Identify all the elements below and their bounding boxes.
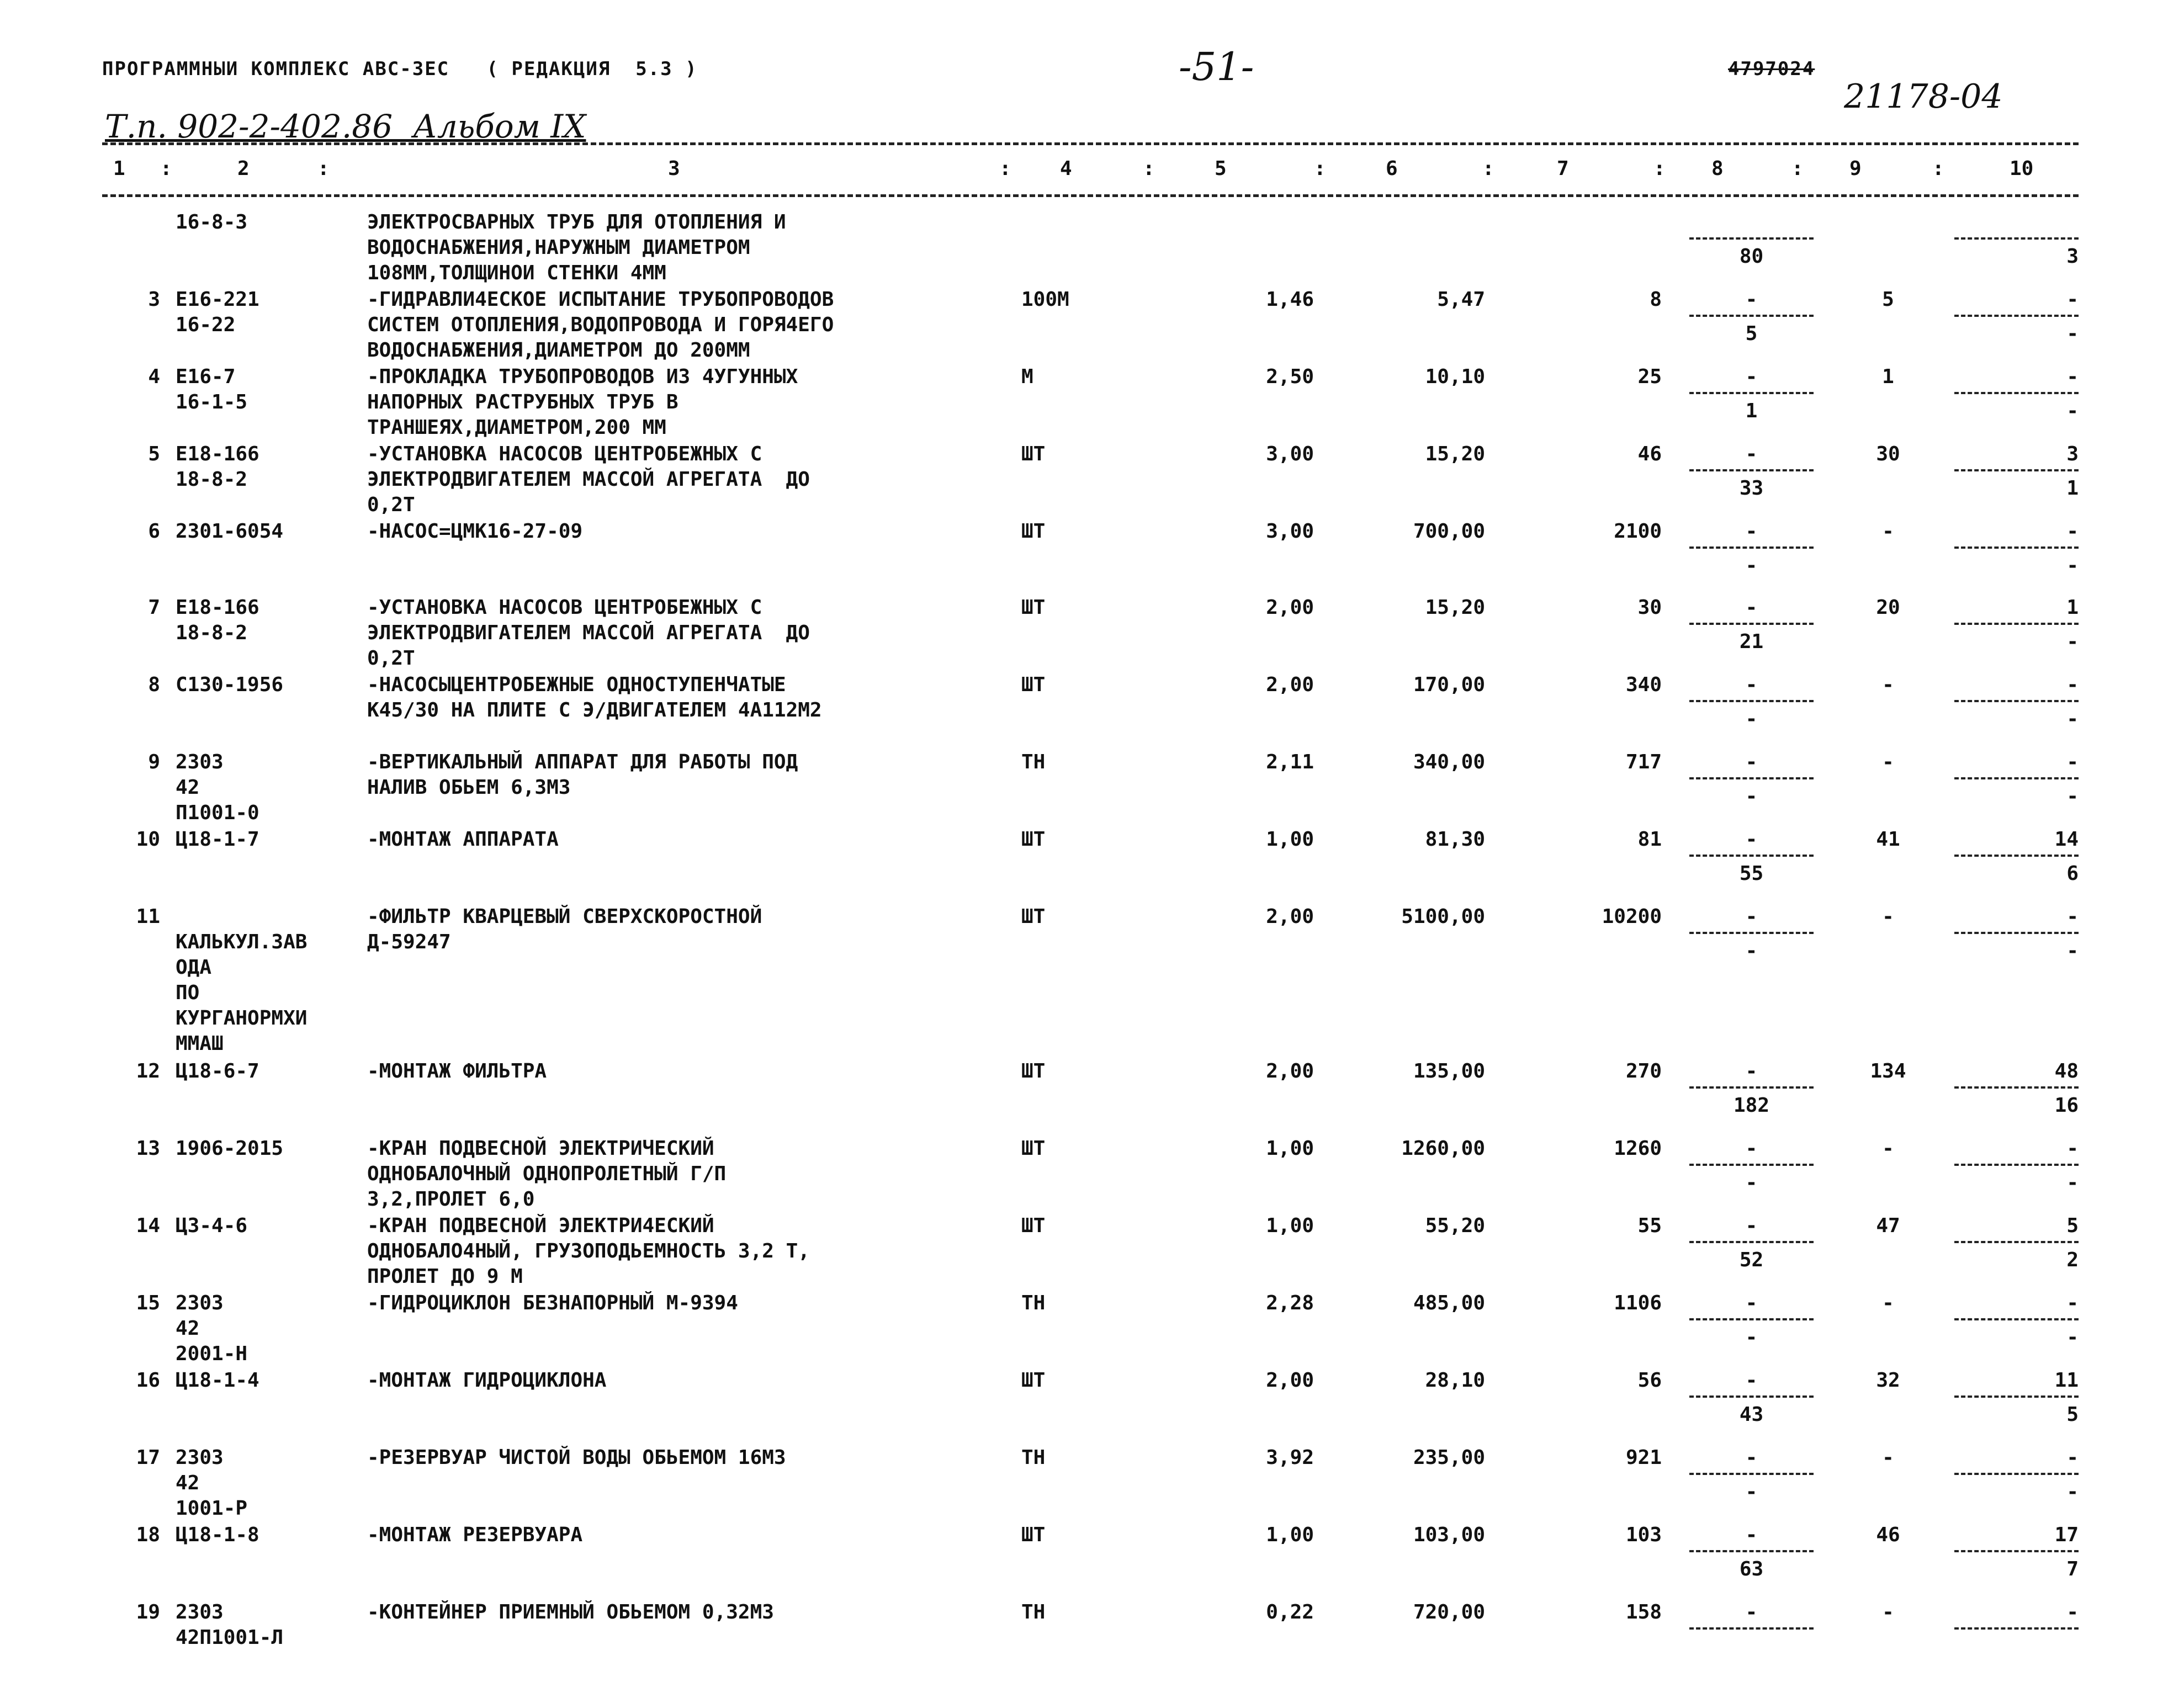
total-cost: 717 bbox=[1625, 751, 1662, 773]
col9-value: 46 bbox=[1876, 1524, 1900, 1546]
col8-sub-value: - bbox=[1745, 554, 1758, 577]
unit-of-measure: ШТ bbox=[1021, 1214, 1046, 1237]
col8-divider bbox=[1689, 237, 1814, 240]
header-rule-top bbox=[102, 142, 2079, 145]
quantity: 1,00 bbox=[1266, 828, 1314, 851]
col8-value: - bbox=[1745, 596, 1758, 619]
col10-value: - bbox=[2066, 673, 2079, 696]
total-cost: 46 bbox=[1637, 443, 1662, 465]
col10-value: - bbox=[2066, 288, 2079, 311]
col10-value: - bbox=[2066, 1601, 2079, 1623]
col10-value: - bbox=[2066, 1446, 2079, 1469]
total-cost: 10200 bbox=[1602, 905, 1662, 928]
col9-value: 1 bbox=[1882, 365, 1894, 388]
unit-of-measure: ТН bbox=[1021, 1292, 1046, 1314]
row-number: 16 bbox=[136, 1369, 160, 1392]
resource-code: 2303 42П1001-Л bbox=[176, 1601, 284, 1649]
resource-code: 2303 42 1001-Р bbox=[176, 1446, 248, 1520]
col10-divider bbox=[1954, 623, 2079, 625]
col10-divider bbox=[1954, 315, 2079, 317]
col10-value: - bbox=[2066, 751, 2079, 773]
total-cost: 921 bbox=[1625, 1446, 1662, 1469]
col8-sub-value: 21 bbox=[1739, 630, 1764, 653]
col10-value: 1 bbox=[2066, 596, 2079, 619]
col8-sub-value: - bbox=[1745, 940, 1758, 962]
col10-value: - bbox=[2066, 520, 2079, 543]
col8-sub-value: 55 bbox=[1739, 862, 1764, 885]
work-description: -МОНТАЖ АППАРАТА bbox=[367, 828, 559, 851]
col9-value: 134 bbox=[1870, 1060, 1906, 1083]
total-cost: 340 bbox=[1625, 673, 1662, 696]
col-6: 6 bbox=[1386, 157, 1398, 180]
col-sep: : bbox=[160, 157, 172, 180]
col10-divider bbox=[1954, 1550, 2079, 1552]
col8-value: - bbox=[1745, 905, 1758, 928]
unit-of-measure: ТН bbox=[1021, 751, 1046, 773]
col8-divider bbox=[1689, 623, 1814, 625]
col9-value: 5 bbox=[1882, 288, 1894, 311]
col8-sub-value: 80 bbox=[1739, 245, 1764, 268]
col8-value: - bbox=[1745, 1292, 1758, 1314]
col10-sub-value: 1 bbox=[2066, 477, 2079, 500]
total-cost: 2100 bbox=[1614, 520, 1662, 543]
col9-value: - bbox=[1882, 1446, 1894, 1469]
col9-value: 20 bbox=[1876, 596, 1900, 619]
col-3: 3 bbox=[668, 157, 680, 180]
work-description: -ГИДРОЦИКЛОН БЕЗНАПОРНЫЙ М-9394 bbox=[367, 1292, 738, 1314]
col-9: 9 bbox=[1849, 157, 1862, 180]
col10-sub-value: 3 bbox=[2066, 245, 2079, 268]
unit-price: 720,00 bbox=[1413, 1601, 1485, 1623]
unit-of-measure: ШТ bbox=[1021, 1524, 1046, 1546]
col8-sub-value: 1 bbox=[1745, 400, 1758, 422]
col8-divider bbox=[1689, 1550, 1814, 1552]
work-description: -ВЕРТИКАЛЬНЫЙ АППАРАТ ДЛЯ РАБОТЫ ПОД НАЛИВ ОБЬЕМ 6,3М3 bbox=[367, 751, 798, 799]
col10-value: 14 bbox=[2054, 828, 2079, 851]
col8-sub-value: - bbox=[1745, 785, 1758, 808]
resource-code: Ц3-4-6 bbox=[176, 1214, 248, 1237]
col8-divider bbox=[1689, 1473, 1814, 1475]
col10-value: 3 bbox=[2066, 443, 2079, 465]
col8-value: - bbox=[1745, 288, 1758, 311]
col10-sub-value: - bbox=[2066, 1326, 2079, 1349]
total-cost: 1260 bbox=[1614, 1137, 1662, 1160]
unit-price: 170,00 bbox=[1413, 673, 1485, 696]
album-title: Т.п. 902-2-402.86 Альбом IX bbox=[105, 108, 586, 145]
unit-price: 1260,00 bbox=[1401, 1137, 1485, 1160]
unit-of-measure: ШТ bbox=[1021, 1060, 1046, 1083]
row-number: 9 bbox=[148, 751, 160, 773]
unit-of-measure: ШТ bbox=[1021, 828, 1046, 851]
col10-divider bbox=[1954, 932, 2079, 934]
col10-divider bbox=[1954, 855, 2079, 857]
col8-sub-value: 43 bbox=[1739, 1403, 1764, 1426]
resource-code: Ц18-1-4 bbox=[176, 1369, 259, 1392]
col8-divider bbox=[1689, 315, 1814, 317]
work-description: -КОНТЕЙНЕР ПРИЕМНЫЙ ОБЬЕМОМ 0,32М3 bbox=[367, 1601, 774, 1623]
col8-sub-value: 182 bbox=[1733, 1094, 1770, 1117]
total-cost: 1106 bbox=[1614, 1292, 1662, 1314]
col8-value: - bbox=[1745, 365, 1758, 388]
col8-value: - bbox=[1745, 520, 1758, 543]
total-cost: 103 bbox=[1625, 1524, 1662, 1546]
col-sep: : bbox=[1932, 157, 1944, 180]
row-number: 14 bbox=[136, 1214, 160, 1237]
row-number: 8 bbox=[148, 673, 160, 696]
row-number: 15 bbox=[136, 1292, 160, 1314]
unit-of-measure: ШТ bbox=[1021, 520, 1046, 543]
col9-value: - bbox=[1882, 1601, 1894, 1623]
resource-code: Ц18-1-7 bbox=[176, 828, 259, 851]
col8-divider bbox=[1689, 932, 1814, 934]
resource-code: Е16-221 16-22 bbox=[176, 288, 259, 336]
col-sep: : bbox=[1653, 157, 1666, 180]
quantity: 2,00 bbox=[1266, 1060, 1314, 1083]
unit-price: 15,20 bbox=[1425, 443, 1485, 465]
quantity: 3,00 bbox=[1266, 443, 1314, 465]
col9-value: - bbox=[1882, 1137, 1894, 1160]
col10-divider bbox=[1954, 1627, 2079, 1630]
col10-sub-value: - bbox=[2066, 785, 2079, 808]
quantity: 3,92 bbox=[1266, 1446, 1314, 1469]
col10-value: - bbox=[2066, 1137, 2079, 1160]
col-7: 7 bbox=[1557, 157, 1569, 180]
total-cost: 30 bbox=[1637, 596, 1662, 619]
program-title: ПРОГРАММНЫИ КОМПЛЕКС АВС-ЗЕС ( РЕДАКЦИЯ 5.3 ) bbox=[102, 58, 698, 80]
col8-divider bbox=[1689, 855, 1814, 857]
unit-price: 55,20 bbox=[1425, 1214, 1485, 1237]
col10-sub-value: 16 bbox=[2054, 1094, 2079, 1117]
unit-of-measure: ШТ bbox=[1021, 1137, 1046, 1160]
total-cost: 25 bbox=[1637, 365, 1662, 388]
unit-of-measure: 100М bbox=[1021, 288, 1069, 311]
document-code: 4797024 bbox=[1728, 58, 1815, 80]
col8-divider bbox=[1689, 1318, 1814, 1320]
resource-code: Е18-166 18-8-2 bbox=[176, 596, 259, 644]
col10-value: 17 bbox=[2054, 1524, 2079, 1546]
work-description: -НАСОСЫЦЕНТРОБЕЖНЫЕ ОДНОСТУПЕНЧАТЫЕ К45/30 НА ПЛИТЕ С Э/ДВИГАТЕЛЕМ 4А112М2 bbox=[367, 673, 822, 721]
unit-price: 103,00 bbox=[1413, 1524, 1485, 1546]
col8-sub-value: 5 bbox=[1745, 322, 1758, 345]
col8-value: - bbox=[1745, 1369, 1758, 1392]
work-description: -НАСОС=ЦМК16-27-09 bbox=[367, 520, 583, 543]
col10-sub-value: 5 bbox=[2066, 1403, 2079, 1426]
quantity: 3,00 bbox=[1266, 520, 1314, 543]
total-cost: 56 bbox=[1637, 1369, 1662, 1392]
col8-value: - bbox=[1745, 1137, 1758, 1160]
quantity: 2,28 bbox=[1266, 1292, 1314, 1314]
quantity: 0,22 bbox=[1266, 1601, 1314, 1623]
col10-sub-value: 2 bbox=[2066, 1249, 2079, 1271]
col10-value: - bbox=[2066, 1292, 2079, 1314]
unit-price: 700,00 bbox=[1413, 520, 1485, 543]
col-sep: : bbox=[1314, 157, 1326, 180]
col10-divider bbox=[1954, 1164, 2079, 1166]
quantity: 1,00 bbox=[1266, 1137, 1314, 1160]
resource-code: Е18-166 18-8-2 bbox=[176, 443, 259, 491]
col-5: 5 bbox=[1215, 157, 1227, 180]
resource-code: 2303 42 П1001-0 bbox=[176, 751, 259, 824]
col10-sub-value: 7 bbox=[2066, 1558, 2079, 1580]
col10-divider bbox=[1954, 1318, 2079, 1320]
col9-value: 30 bbox=[1876, 443, 1900, 465]
col10-divider bbox=[1954, 1241, 2079, 1243]
col-sep: : bbox=[317, 157, 330, 180]
quantity: 1,00 bbox=[1266, 1214, 1314, 1237]
quantity: 2,50 bbox=[1266, 365, 1314, 388]
col-10: 10 bbox=[2010, 157, 2034, 180]
col10-divider bbox=[1954, 392, 2079, 394]
work-description: -ГИДРАВЛИ4ЕСКОЕ ИСПЫТАНИЕ ТРУБОПРОВОДОВ СИСТЕМ ОТОПЛЕНИЯ,ВОДОПРОВОДА И ГОРЯ4ЕГО ВОДОСНАБЖЕНИЯ,ДИАМЕТРОМ ДО 200ММ bbox=[367, 288, 834, 362]
unit-of-measure: ШТ bbox=[1021, 1369, 1046, 1392]
row-number: 12 bbox=[136, 1060, 160, 1083]
col10-divider bbox=[1954, 1396, 2079, 1398]
resource-code: КАЛЬКУЛ.ЗАВ ОДА ПО КУРГАНОРМХИ ММАШ bbox=[176, 931, 308, 1055]
unit-price: 235,00 bbox=[1413, 1446, 1485, 1469]
col10-value: 5 bbox=[2066, 1214, 2079, 1237]
unit-price: 10,10 bbox=[1425, 365, 1485, 388]
col8-divider bbox=[1689, 1396, 1814, 1398]
col8-sub-value: - bbox=[1745, 708, 1758, 730]
col9-value: - bbox=[1882, 520, 1894, 543]
unit-of-measure: ШТ bbox=[1021, 673, 1046, 696]
unit-of-measure: ШТ bbox=[1021, 596, 1046, 619]
col8-divider bbox=[1689, 777, 1814, 779]
col10-divider bbox=[1954, 1473, 2079, 1475]
col10-value: 48 bbox=[2054, 1060, 2079, 1083]
total-cost: 81 bbox=[1637, 828, 1662, 851]
col8-divider bbox=[1689, 469, 1814, 471]
page-number: -51- bbox=[1179, 44, 1254, 89]
total-cost: 8 bbox=[1650, 288, 1662, 311]
col8-divider bbox=[1689, 1086, 1814, 1089]
quantity: 1,46 bbox=[1266, 288, 1314, 311]
col8-sub-value: - bbox=[1745, 1171, 1758, 1194]
row-number: 10 bbox=[136, 828, 160, 851]
unit-price: 135,00 bbox=[1413, 1060, 1485, 1083]
col10-value: - bbox=[2066, 905, 2079, 928]
unit-of-measure: ШТ bbox=[1021, 443, 1046, 465]
col8-value: - bbox=[1745, 1446, 1758, 1469]
quantity: 2,00 bbox=[1266, 905, 1314, 928]
work-description: -МОНТАЖ ФИЛЬТРА bbox=[367, 1060, 547, 1083]
col9-value: - bbox=[1882, 1292, 1894, 1314]
resource-code: С130-1956 bbox=[176, 673, 284, 696]
document-number: 21178-04 bbox=[1844, 77, 2003, 116]
row-number: 11 bbox=[136, 905, 160, 928]
col8-divider bbox=[1689, 1164, 1814, 1166]
col8-value: - bbox=[1745, 1214, 1758, 1237]
col10-sub-value: - bbox=[2066, 322, 2079, 345]
work-description: -УСТАНОВКА НАСОСОВ ЦЕНТРОБЕЖНЫХ С ЭЛЕКТРОДВИГАТЕЛЕМ МАССОЙ АГРЕГАТА ДО 0,2Т bbox=[367, 443, 810, 516]
unit-price: 5100,00 bbox=[1401, 905, 1485, 928]
col9-value: - bbox=[1882, 905, 1894, 928]
work-description: -МОНТАЖ ГИДРОЦИКЛОНА bbox=[367, 1369, 607, 1392]
row-number: 4 bbox=[148, 365, 160, 388]
col8-divider bbox=[1689, 392, 1814, 394]
quantity: 2,00 bbox=[1266, 1369, 1314, 1392]
col8-divider bbox=[1689, 1627, 1814, 1630]
unit-price: 28,10 bbox=[1425, 1369, 1485, 1392]
col8-value: - bbox=[1745, 1060, 1758, 1083]
col10-divider bbox=[1954, 700, 2079, 702]
col10-sub-value: - bbox=[2066, 400, 2079, 422]
col10-sub-value: - bbox=[2066, 1481, 2079, 1503]
col10-sub-value: - bbox=[2066, 630, 2079, 653]
col-1: 1 bbox=[113, 157, 125, 180]
quantity: 2,11 bbox=[1266, 751, 1314, 773]
col9-value: - bbox=[1882, 673, 1894, 696]
row-number: 13 bbox=[136, 1137, 160, 1160]
row-number: 3 bbox=[148, 288, 160, 311]
col8-value: - bbox=[1745, 751, 1758, 773]
total-cost: 55 bbox=[1637, 1214, 1662, 1237]
work-description: ЭЛЕКТРОСВАРНЫХ ТРУБ ДЛЯ ОТОПЛЕНИЯ И ВОДОСНАБЖЕНИЯ,НАРУЖНЫМ ДИАМЕТРОМ 108ММ,ТОЛЩИНОИ СТЕНКИ 4ММ bbox=[367, 211, 786, 284]
col10-sub-value: - bbox=[2066, 708, 2079, 730]
unit-of-measure: ШТ bbox=[1021, 905, 1046, 928]
col8-sub-value: 63 bbox=[1739, 1558, 1764, 1580]
col-8: 8 bbox=[1711, 157, 1724, 180]
row-number: 7 bbox=[148, 596, 160, 619]
row-number: 17 bbox=[136, 1446, 160, 1469]
resource-code: Ц18-6-7 bbox=[176, 1060, 259, 1083]
work-description: -УСТАНОВКА НАСОСОВ ЦЕНТРОБЕЖНЫХ С ЭЛЕКТРОДВИГАТЕЛЕМ МАССОЙ АГРЕГАТА ДО 0,2Т bbox=[367, 596, 810, 670]
col-4: 4 bbox=[1060, 157, 1072, 180]
col10-divider bbox=[1954, 469, 2079, 471]
quantity: 2,00 bbox=[1266, 673, 1314, 696]
col10-sub-value: - bbox=[2066, 940, 2079, 962]
unit-of-measure: М bbox=[1021, 365, 1033, 388]
work-description: -КРАН ПОДВЕСНОЙ ЭЛЕКТРИ4ЕСКИЙ ОДНОБАЛО4НЫЙ, ГРУЗОПОДЬЕМНОСТЬ 3,2 Т, ПРОЛЕТ ДО 9 М bbox=[367, 1214, 810, 1288]
col10-value: 11 bbox=[2054, 1369, 2079, 1392]
col8-value: - bbox=[1745, 443, 1758, 465]
work-description: -ФИЛЬТР КВАРЦЕВЫЙ СВЕРХСКОРОСТНОЙ Д-59247 bbox=[367, 905, 762, 953]
total-cost: 158 bbox=[1625, 1601, 1662, 1623]
unit-of-measure: ТН bbox=[1021, 1601, 1046, 1623]
work-description: -КРАН ПОДВЕСНОЙ ЭЛЕКТРИЧЕСКИЙ ОДНОБАЛОЧНЫЙ ОДНОПРОЛЕТНЫЙ Г/П 3,2,ПРОЛЕТ 6,0 bbox=[367, 1137, 727, 1211]
col10-sub-value: - bbox=[2066, 1171, 2079, 1194]
unit-of-measure: ТН bbox=[1021, 1446, 1046, 1469]
col-sep: : bbox=[1791, 157, 1804, 180]
unit-price: 485,00 bbox=[1413, 1292, 1485, 1314]
work-description: -РЕЗЕРВУАР ЧИСТОЙ ВОДЫ ОБЬЕМОМ 16М3 bbox=[367, 1446, 786, 1469]
col8-divider bbox=[1689, 546, 1814, 549]
col8-divider bbox=[1689, 1241, 1814, 1243]
col10-divider bbox=[1954, 237, 2079, 240]
unit-price: 15,20 bbox=[1425, 596, 1485, 619]
col8-value: - bbox=[1745, 1601, 1758, 1623]
resource-code: 2303 42 2001-Н bbox=[176, 1292, 248, 1365]
col9-value: 32 bbox=[1876, 1369, 1900, 1392]
work-description: -ПРОКЛАДКА ТРУБОПРОВОДОВ ИЗ 4УГУННЫХ НАПОРНЫХ РАСТРУБНЫХ ТРУБ В ТРАНШЕЯХ,ДИАМЕТРОМ,200 ММ bbox=[367, 365, 798, 439]
unit-price: 5,47 bbox=[1437, 288, 1485, 311]
col10-divider bbox=[1954, 546, 2079, 549]
unit-price: 340,00 bbox=[1413, 751, 1485, 773]
col8-sub-value: - bbox=[1745, 1481, 1758, 1503]
header-rule-bottom bbox=[102, 194, 2079, 197]
col8-divider bbox=[1689, 700, 1814, 702]
col8-value: - bbox=[1745, 828, 1758, 851]
row-number: 6 bbox=[148, 520, 160, 543]
col-sep: : bbox=[1143, 157, 1155, 180]
col9-value: 47 bbox=[1876, 1214, 1900, 1237]
resource-code: 1906-2015 bbox=[176, 1137, 284, 1160]
quantity: 2,00 bbox=[1266, 596, 1314, 619]
total-cost: 270 bbox=[1625, 1060, 1662, 1083]
col8-value: - bbox=[1745, 673, 1758, 696]
col8-sub-value: - bbox=[1745, 1326, 1758, 1349]
quantity: 1,00 bbox=[1266, 1524, 1314, 1546]
resource-code: 2301-6054 bbox=[176, 520, 284, 543]
col8-sub-value: 52 bbox=[1739, 1249, 1764, 1271]
col8-value: - bbox=[1745, 1524, 1758, 1546]
col10-divider bbox=[1954, 777, 2079, 779]
col9-value: - bbox=[1882, 751, 1894, 773]
resource-code: Ц18-1-8 bbox=[176, 1524, 259, 1546]
col-sep: : bbox=[999, 157, 1011, 180]
col-sep: : bbox=[1482, 157, 1494, 180]
col10-divider bbox=[1954, 1086, 2079, 1089]
col10-value: - bbox=[2066, 365, 2079, 388]
col-2: 2 bbox=[237, 157, 250, 180]
row-number: 19 bbox=[136, 1601, 160, 1623]
unit-price: 81,30 bbox=[1425, 828, 1485, 851]
col10-sub-value: 6 bbox=[2066, 862, 2079, 885]
resource-code: Е16-7 16-1-5 bbox=[176, 365, 248, 413]
work-description: -МОНТАЖ РЕЗЕРВУАРА bbox=[367, 1524, 583, 1546]
resource-code: 16-8-3 bbox=[176, 211, 248, 234]
col10-sub-value: - bbox=[2066, 554, 2079, 577]
col9-value: 41 bbox=[1876, 828, 1900, 851]
row-number: 5 bbox=[148, 443, 160, 465]
col8-sub-value: 33 bbox=[1739, 477, 1764, 500]
row-number: 18 bbox=[136, 1524, 160, 1546]
